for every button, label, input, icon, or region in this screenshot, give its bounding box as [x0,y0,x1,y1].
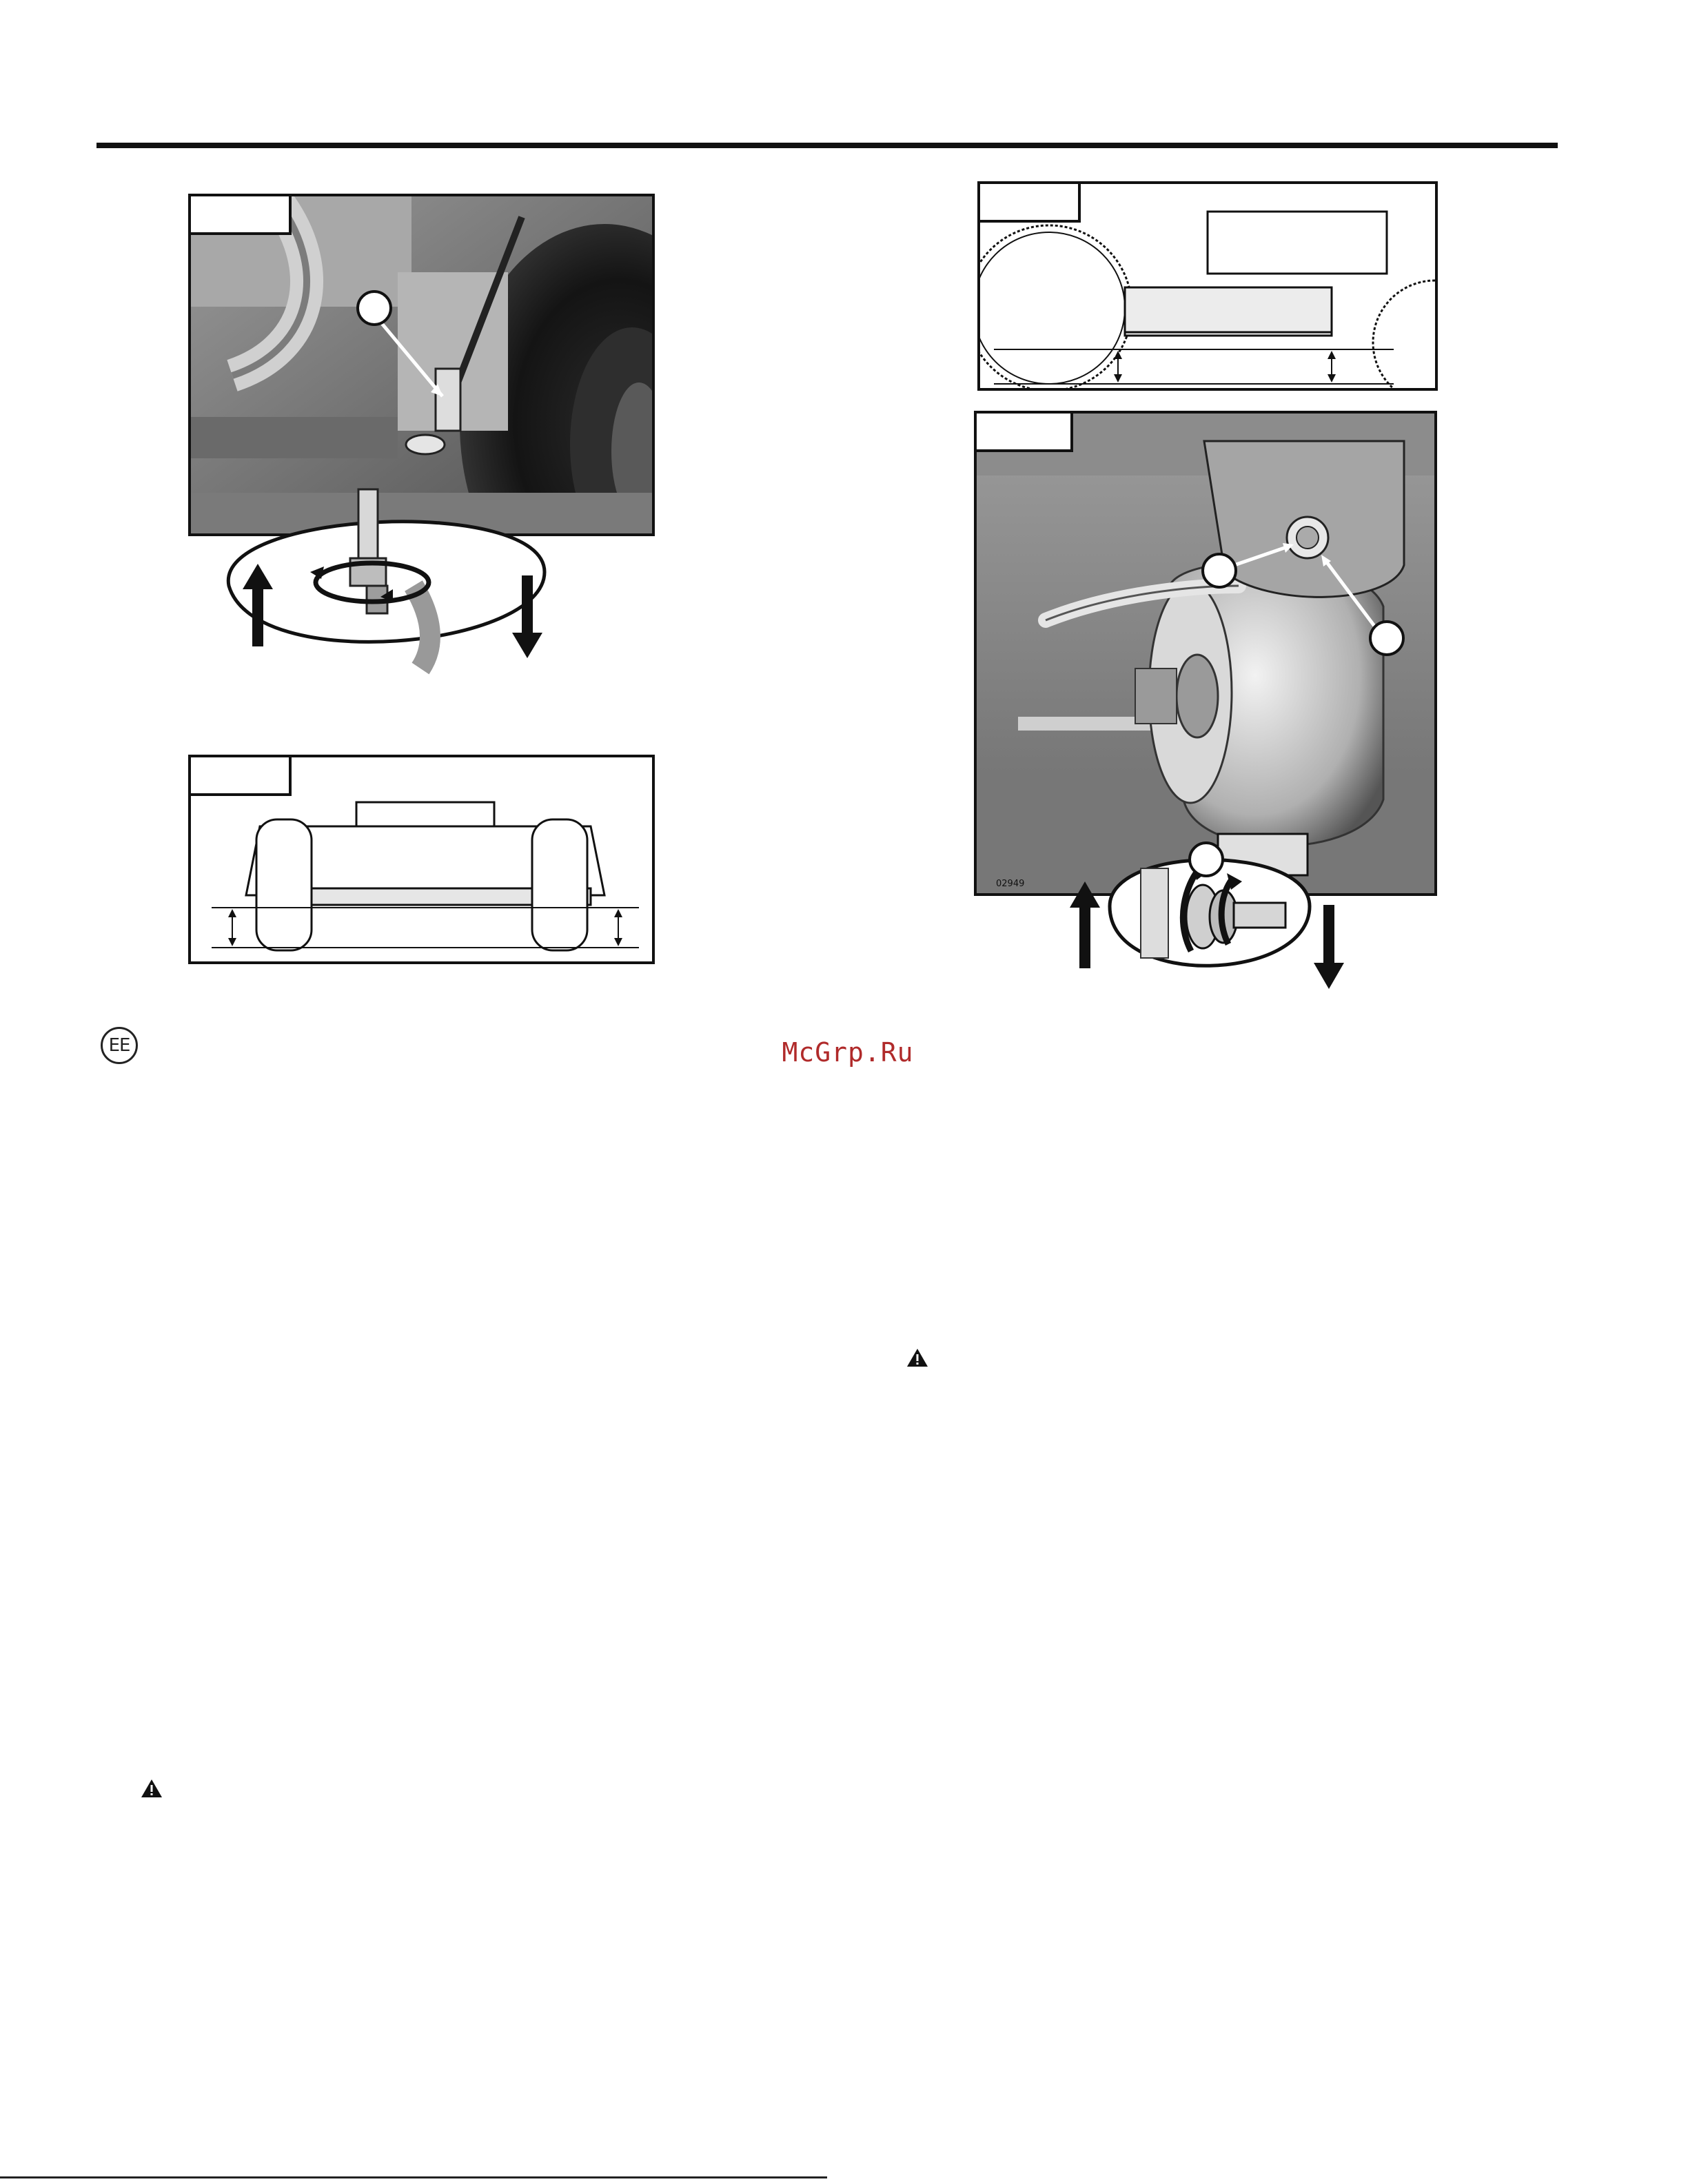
language-badge [101,1027,138,1064]
figure-number-tab [980,184,1081,223]
figure-deck-level-front [188,755,655,964]
header-rule [96,143,1558,148]
figure-gauge-wheel-illustration [977,414,1437,896]
detail-bubble-bracket-nut [1061,830,1358,996]
figure-gauge-wheel-bracket [974,411,1437,896]
language-code: EE [108,1035,130,1056]
detail-bubble-adjustment-nut [186,482,572,675]
figure-number-tab [191,757,292,796]
figure-number-tab [977,414,1073,452]
warning-triangle-icon [906,1347,928,1368]
figure-number-tab [191,196,292,235]
warning-triangle-icon [141,1778,163,1799]
figure-code: 02949 [996,879,1025,889]
watermark: McGrp.Ru [782,1037,914,1068]
footer-rule [0,2176,827,2178]
figure-deck-level-side [977,181,1438,391]
